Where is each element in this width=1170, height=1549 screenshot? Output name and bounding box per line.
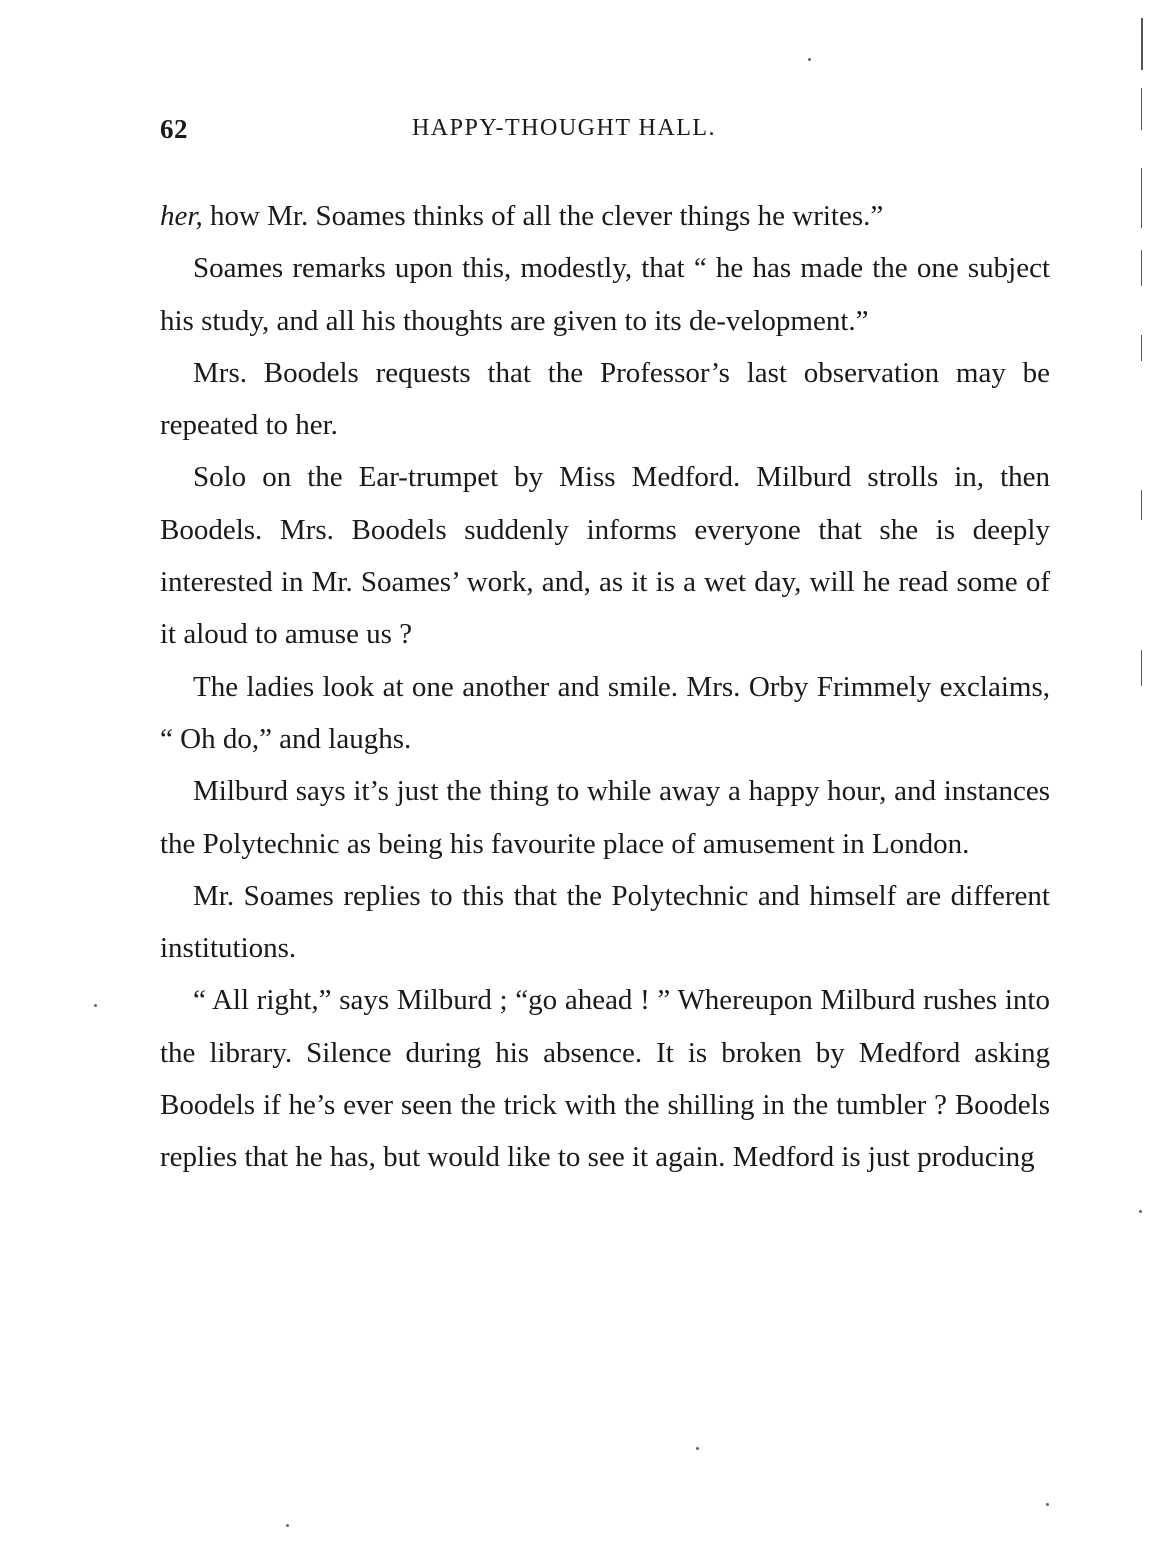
scan-speck [696, 1447, 699, 1450]
scan-speck [1046, 1503, 1049, 1506]
scan-edge-mark [1141, 490, 1142, 520]
running-title: HAPPY-THOUGHT HALL. [411, 115, 717, 141]
scan-speck [1139, 1210, 1142, 1213]
paragraph: Soames remarks upon this, modestly, that “ he has made the one subject his study, and all his thoughts are given to its de-velopment.” [160, 252, 1050, 337]
page-header [160, 114, 1050, 154]
body-text [160, 190, 1050, 1184]
scan-edge-mark [1141, 18, 1143, 70]
scan-edge-mark [1141, 88, 1142, 130]
italic-word: her, [160, 200, 203, 232]
paragraph: “ All right,” says Milburd ; “go ahead ! ” Whereupon Milburd rushes into the library. Silence during his absence. It is broken by Medford asking Boodels if he’s ever seen the trick with the shilling in the tumbler ? Boodels replies that he has, but would like to see it again. Medford is just producing [160, 984, 1050, 1174]
paragraph: The ladies look at one another and smile. Mrs. Orby Frimmely exclaims, “ Oh do,” and laughs. [160, 670, 1050, 755]
scan-edge-mark [1141, 168, 1142, 228]
scan-edge-mark [1141, 335, 1142, 361]
scan-speck [286, 1524, 289, 1527]
page-number: 62 [160, 114, 188, 144]
paragraph-text: how Mr. Soames thinks of all the clever things he writes.” [202, 200, 884, 232]
paragraph: Mr. Soames replies to this that the Polytechnic and himself are different institutions. [160, 879, 1050, 965]
paragraph [160, 190, 1050, 242]
scan-edge-mark [1141, 250, 1142, 286]
scan-speck [808, 58, 811, 61]
scan-speck [94, 1004, 97, 1007]
paragraph: Mrs. Boodels requests that the Professor’s last observation may be repeated to her. [160, 356, 1050, 442]
paragraph: Solo on the Ear-trumpet by Miss Medford. Milburd strolls in, then Boodels. Mrs. Boodels suddenly informs everyone that she is deeply interested in Mr. Soames’ work, and, as it is a wet day, will he read some of it aloud to amuse us ? [160, 461, 1050, 651]
scan-edge-mark [1141, 650, 1142, 686]
paragraph: Milburd says it’s just the thing to while away a happy hour, and instances the Polytechnic as being his favourite place of amusement in London. [160, 775, 1050, 860]
